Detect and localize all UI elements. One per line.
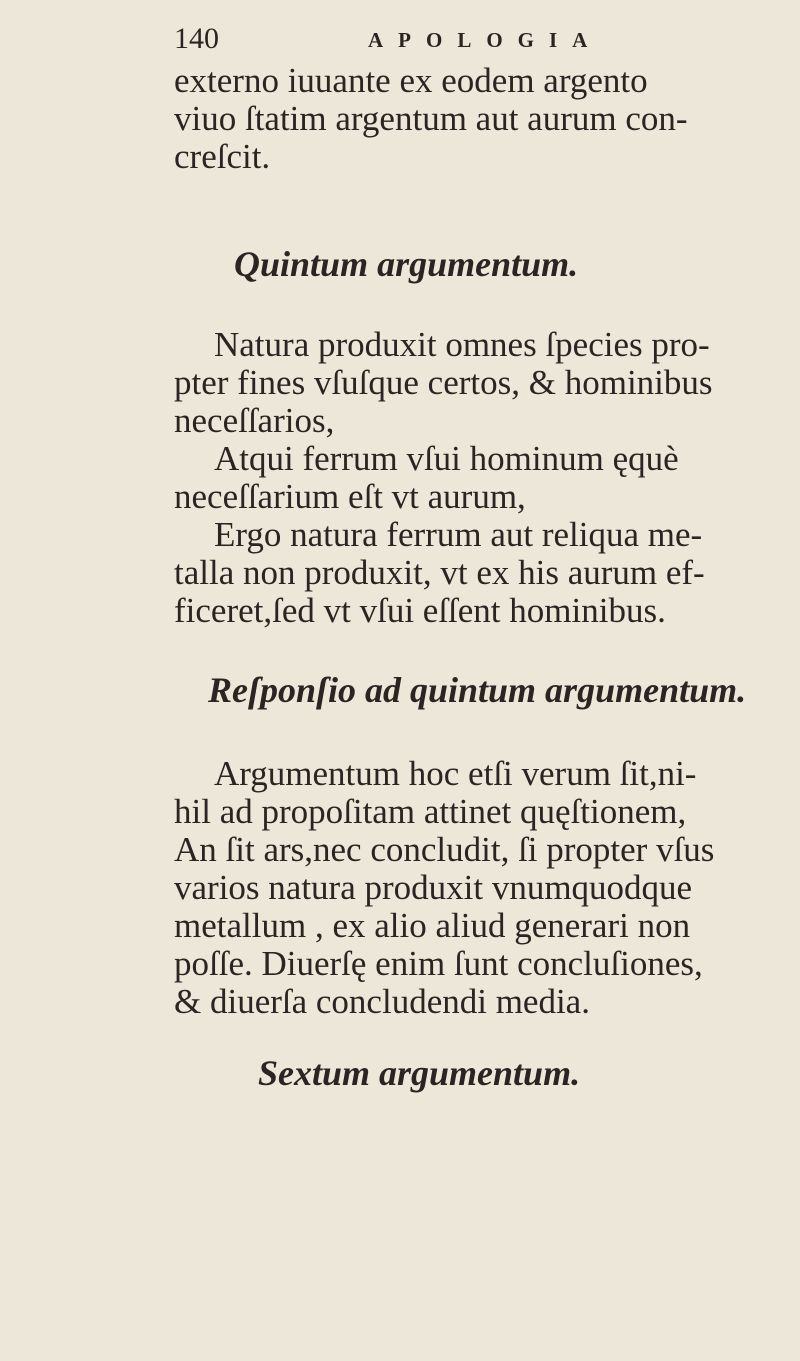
text-line: externo iuuante ex eodem argento xyxy=(174,61,648,100)
text-line: poſſe. Diuerſę enim ſunt concluſiones, xyxy=(174,944,703,983)
text-line: neceſſarium eſt vt aurum, xyxy=(174,477,526,516)
text-line: pter fines vſuſque certos, & hominibus xyxy=(174,363,713,402)
text-line: varios natura produxit vnumquodque xyxy=(174,868,693,907)
text-line: An ſit ars,nec concludit, ſi propter vſus xyxy=(174,830,715,869)
text-line: talla non produxit, vt ex his aurum ef- xyxy=(174,553,705,592)
text-line: Atqui ferrum vſui hominum ęquè xyxy=(214,439,679,478)
text-line: viuo ſtatim argentum aut aurum con- xyxy=(174,99,688,138)
text-line: Ergo natura ferrum aut reliqua me- xyxy=(214,515,703,554)
text-line: ficeret,ſed vt vſui eſſent hominibus. xyxy=(174,591,666,630)
running-head xyxy=(174,22,674,62)
text-line: Argumentum hoc etſi verum ſit,ni- xyxy=(214,754,697,793)
section-heading-quintum: Quintum argumentum. xyxy=(234,244,579,284)
text-line: creſcit. xyxy=(174,137,271,176)
running-title: APOLOGIA xyxy=(368,28,603,52)
section-heading-sextum: Sextum argumentum. xyxy=(258,1053,581,1093)
page-number: 140 xyxy=(174,22,219,55)
paragraph-continuation xyxy=(174,62,774,176)
text-line: metallum , ex alio aliud generari non xyxy=(174,906,691,945)
section-heading-responsio: Reſponſio ad quintum argumentum. xyxy=(208,670,747,710)
text-line: neceſſarios, xyxy=(174,401,335,440)
text-line: Natura produxit omnes ſpecies pro- xyxy=(214,325,710,364)
text-line: hil ad propoſitam attinet quęſtionem, xyxy=(174,792,687,831)
response-paragraph xyxy=(174,755,774,1021)
text-line: & diuerſa concludendi media. xyxy=(174,982,590,1021)
argument-syllogism xyxy=(174,326,774,630)
